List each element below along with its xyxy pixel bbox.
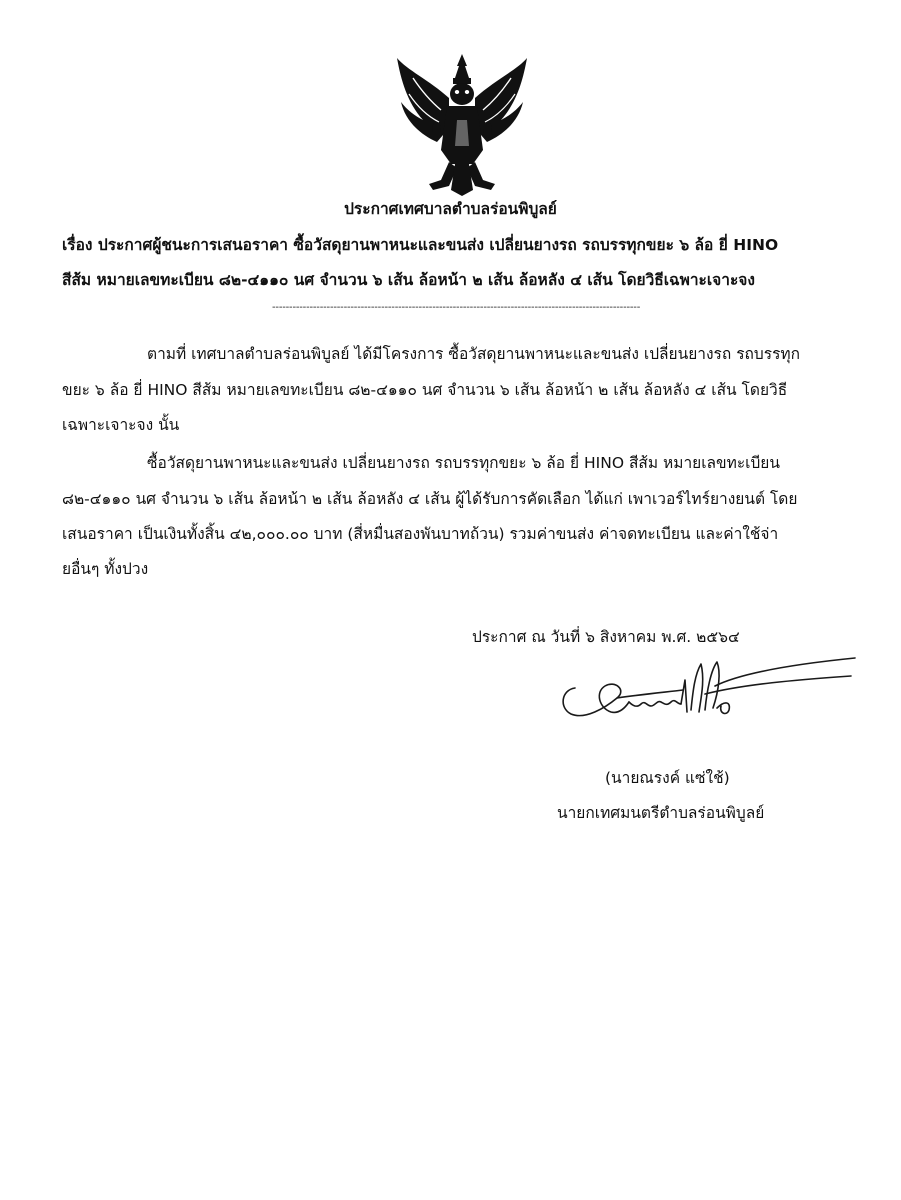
paragraph-1-line-1: ตามที่ เทศบาลตำบลร่อนพิบูลย์ ได้มีโครงการ ซื้อวัสดุยานพาหนะและขนส่ง เปลี่ยนยางรถ รถบรรทุก (147, 345, 800, 363)
paragraph-1-line-2: ขยะ ๖ ล้อ ยี่ HINO สีส้ม หมายเลขทะเบียน ๘๒-๔๑๑๐ นศ จำนวน ๖ เส้น ล้อหน้า ๒ เส้น ล้อหลัง ๔ เส้น โดยวิธี (62, 381, 788, 399)
paragraph-1-line-3: เฉพาะเจาะจง นั้น (62, 416, 180, 434)
divider-line: ------------------------------------------------------------------------------------------------------------ (272, 302, 641, 313)
paragraph-2-line-4: ยอื่นๆ ทั้งปวง (62, 560, 149, 578)
document-title: ประกาศเทศบาลตำบลร่อนพิบูลย์ (344, 200, 557, 218)
subject-line-1: เรื่อง ประกาศผู้ชนะการเสนอราคา ซื้อวัสดุยานพาหนะและขนส่ง เปลี่ยนยางรถ รถบรรทุกขยะ ๖ ล้อ ยี่ HINO (62, 236, 779, 254)
signer-name: (นายณรงค์ แซ่ใช้) (605, 769, 730, 787)
signer-title: นายกเทศมนตรีตำบลร่อนพิบูลย์ (557, 804, 765, 822)
announcement-date: ประกาศ ณ วันที่ ๖ สิงหาคม พ.ศ. ๒๕๖๔ (472, 628, 740, 646)
garuda-emblem-icon (393, 50, 531, 198)
paragraph-2-line-3: เสนอราคา เป็นเงินทั้งสิ้น ๔๒,๐๐๐.๐๐ บาท (สี่หมื่นสองพันบาทถ้วน) รวมค่าขนส่ง ค่าจดทะเบียน และค่าใช้จ่า (62, 525, 779, 543)
handwritten-signature-icon (555, 650, 860, 740)
paragraph-2-line-2: ๘๒-๔๑๑๐ นศ จำนวน ๖ เส้น ล้อหน้า ๒ เส้น ล้อหลัง ๔ เส้น ผู้ได้รับการคัดเลือก ได้แก่ เพาเวอร์ไทร์ยางยนต์ โดย (62, 490, 798, 508)
subject-line-2: สีส้ม หมายเลขทะเบียน ๘๒-๔๑๑๐ นศ จำนวน ๖ เส้น ล้อหน้า ๒ เส้น ล้อหลัง ๔ เส้น โดยวิธีเฉพาะเจาะจง (62, 271, 755, 289)
paragraph-2-line-1: ซื้อวัสดุยานพาหนะและขนส่ง เปลี่ยนยางรถ รถบรรทุกขยะ ๖ ล้อ ยี่ HINO สีส้ม หมายเลขทะเบียน (147, 454, 780, 472)
